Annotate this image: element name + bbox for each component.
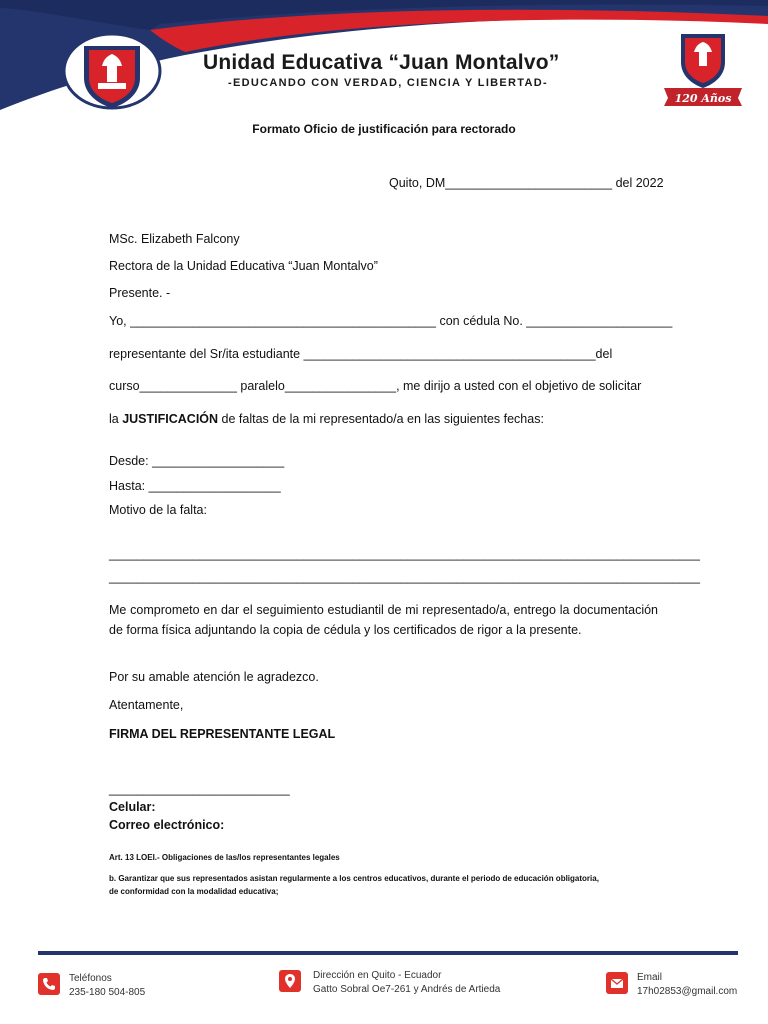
phone-value: 235-180 504-805 <box>69 987 146 998</box>
school-name: Unidad Educativa “Juan Montalvo” <box>203 51 560 74</box>
course-line: curso______________ paralelo________________, me dirijo a usted con el objetivo de solicitar <box>109 379 642 393</box>
mail-icon <box>606 972 628 994</box>
email-label: Correo electrónico: <box>109 818 225 832</box>
celular-label: Celular: <box>109 800 156 814</box>
recipient-role: Rectora de la Unidad Educativa “Juan Montalvo” <box>109 259 378 273</box>
applicant-line: Yo, ____________________________________________ con cédula No. _____________________ <box>109 314 673 328</box>
school-crest-logo <box>62 32 162 110</box>
justification-line <box>109 412 544 426</box>
anniversary-crest-logo <box>660 30 746 110</box>
email-footer-label: Email <box>637 972 663 983</box>
phone-label: Teléfonos <box>69 973 112 984</box>
signature-title: FIRMA DEL REPRESENTANTE LEGAL <box>109 727 336 741</box>
recipient-name: MSc. Elizabeth Falcony <box>109 232 240 246</box>
motivo-blank-line-1: _____________________________________________________________________________________ <box>109 547 700 561</box>
address-value: Gatto Sobral Oe7-261 y Andrés de Artieda <box>313 984 501 995</box>
justification-rest: de faltas de la mi representado/a en las siguientes fechas: <box>218 412 544 426</box>
article-text-1: b. Garantizar que sus representados asistan regularmente a los centros educativos, durante el periodo de educación obligatoria, <box>109 874 599 883</box>
thanks-line: Por su amable atención le agradezco. <box>109 670 319 684</box>
motivo-label: Motivo de la falta: <box>109 503 207 517</box>
school-motto: -EDUCANDO CON VERDAD, CIENCIA Y LIBERTAD- <box>228 77 548 89</box>
desde-field: Desde: ___________________ <box>109 454 285 468</box>
student-line: representante del Sr/ita estudiante __________________________________________del <box>109 347 613 361</box>
location-pin-icon <box>279 970 301 992</box>
anniversary-label: 120 Años <box>674 92 732 105</box>
signature-line: __________________________ <box>109 782 290 796</box>
email-footer-value: 17h02853@gmail.com <box>637 986 738 997</box>
article-title: Art. 13 LOEI.- Obligaciones de las/los representantes legales <box>109 853 340 862</box>
presente-line: Presente. - <box>109 286 171 300</box>
hasta-field: Hasta: ___________________ <box>109 479 281 493</box>
article-text-2: de conformidad con la modalidad educativa; <box>109 887 279 896</box>
phone-icon <box>38 973 60 995</box>
footer-rule <box>38 951 738 955</box>
address-label: Dirección en Quito - Ecuador <box>313 970 442 981</box>
justification-prefix: la <box>109 412 123 426</box>
date-line: Quito, DM________________________ del 2022 <box>389 176 664 190</box>
motivo-blank-line-2: _____________________________________________________________________________________ <box>109 570 700 584</box>
commitment-paragraph: Me comprometo en dar el seguimiento estudiantil de mi representado/a, entrego la documentación de forma física adjuntando la copia de cédula y los certificados de rigor a la presente. <box>109 603 658 637</box>
document-title: Formato Oficio de justificación para rectorado <box>252 122 516 136</box>
justification-keyword: JUSTIFICACIÓN <box>122 412 219 426</box>
closing-line: Atentamente, <box>109 698 184 712</box>
